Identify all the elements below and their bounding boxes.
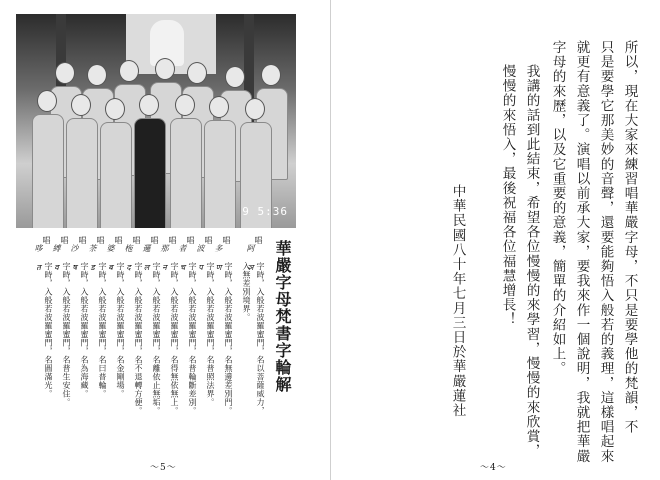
entry-body: 字時，入般若波羅蜜門，名無邊差別門。 bbox=[224, 262, 233, 415]
entry-glyph: 哆 त bbox=[34, 244, 43, 274]
entry-label: 唱 bbox=[96, 236, 105, 245]
entry-glyph: 縛 व bbox=[52, 244, 61, 274]
entry-body: 字時，入般若波羅蜜門，名普生安住。 bbox=[62, 262, 71, 407]
photo-timestamp: 9 5:36 bbox=[242, 205, 288, 218]
entry-glyph: 者 च bbox=[178, 244, 187, 274]
text-column: 所以，現在大家來練習唱華嚴字母，不只是要學他的梵韻，不 bbox=[621, 40, 638, 435]
entry-body: 字時，入般若波羅蜜門，名以菩薩威力， bbox=[256, 262, 265, 415]
page-title: 華嚴字母梵書字輪解 bbox=[273, 240, 292, 393]
person-figure bbox=[32, 90, 62, 228]
entry-label: 唱 bbox=[222, 236, 231, 245]
entry-body: 字時，入般若波羅蜜門，名圓滿光。 bbox=[44, 262, 53, 398]
entry-body: 字時，入般若波羅蜜門，名不退轉方便。 bbox=[134, 262, 143, 415]
entry-body: 字時，入般若波羅蜜門，名離依止無垢。 bbox=[152, 262, 161, 415]
entry-label: 唱 bbox=[254, 236, 263, 245]
page-number: ～5～ bbox=[150, 463, 177, 473]
entry-glyph: 波 प bbox=[196, 244, 205, 274]
person-figure bbox=[134, 94, 164, 228]
entry-label: 唱 bbox=[204, 236, 213, 245]
entry-glyph: 荼 ड bbox=[88, 244, 97, 274]
entry-body: 入無差別境界。 bbox=[242, 262, 251, 322]
entry-label: 唱 bbox=[132, 236, 141, 245]
entry-body: 字時，入般若波羅蜜門，名為海藏。 bbox=[80, 262, 89, 398]
entry-label: 唱 bbox=[60, 236, 69, 245]
text-column: 只是要學它那美妙的音聲，還要能夠悟入般若的義理，這樣唱起來 bbox=[597, 40, 614, 464]
right-page bbox=[330, 0, 660, 480]
person-figure bbox=[170, 94, 200, 228]
signature-line: 中華民國八十年七月三日於華嚴蓮社 bbox=[449, 184, 466, 418]
entry-body: 字時，入般若波羅蜜門，名金剛場。 bbox=[116, 262, 125, 398]
entry-label: 唱 bbox=[78, 236, 87, 245]
entry-glyph: 阿 ञ bbox=[246, 244, 255, 274]
group-photo bbox=[16, 14, 296, 228]
entry-label: 唱 bbox=[186, 236, 195, 245]
person-figure bbox=[100, 98, 130, 228]
text-column: 慢慢的來悟入，最後祝福各位福慧增長！ bbox=[499, 64, 516, 327]
entry-glyph: 沙 ष bbox=[70, 244, 79, 274]
entry-label: 唱 bbox=[150, 236, 159, 245]
text-column: 我講的話到此結束，希望各位慢慢的來學習，慢慢的來欣賞， bbox=[523, 64, 540, 459]
person-figure bbox=[204, 96, 234, 228]
entry-label: 唱 bbox=[168, 236, 177, 245]
person-figure bbox=[66, 94, 96, 228]
text-column: 字母的來歷，以及它重要的意義，簡單的介紹如上。 bbox=[549, 40, 566, 376]
entry-body: 字時，入般若波羅蜜門，名普照法界。 bbox=[206, 262, 215, 407]
text-column: 就更有意義了。演唱以前承大家，要我來作一個說明，我就把華嚴 bbox=[573, 40, 590, 464]
entry-body: 字時，入般若波羅蜜門，名得無依無上。 bbox=[170, 262, 179, 415]
entry-glyph: 多 ण bbox=[214, 244, 223, 274]
entry-body: 字時，入般若波羅蜜門，名曰普輪。 bbox=[98, 262, 107, 398]
entry-label: 唱 bbox=[42, 236, 51, 245]
page-number: ～4～ bbox=[480, 463, 507, 473]
entry-label: 唱 bbox=[114, 236, 123, 245]
entry-body: 字時，入般若波羅蜜門，名普輪斷差別。 bbox=[188, 262, 197, 415]
entry-glyph: 邏 ल bbox=[142, 244, 151, 274]
entry-glyph: 柂 द bbox=[124, 244, 133, 274]
entry-glyph: 那 न bbox=[160, 244, 169, 274]
entry-glyph: 婆 ब bbox=[106, 244, 115, 274]
